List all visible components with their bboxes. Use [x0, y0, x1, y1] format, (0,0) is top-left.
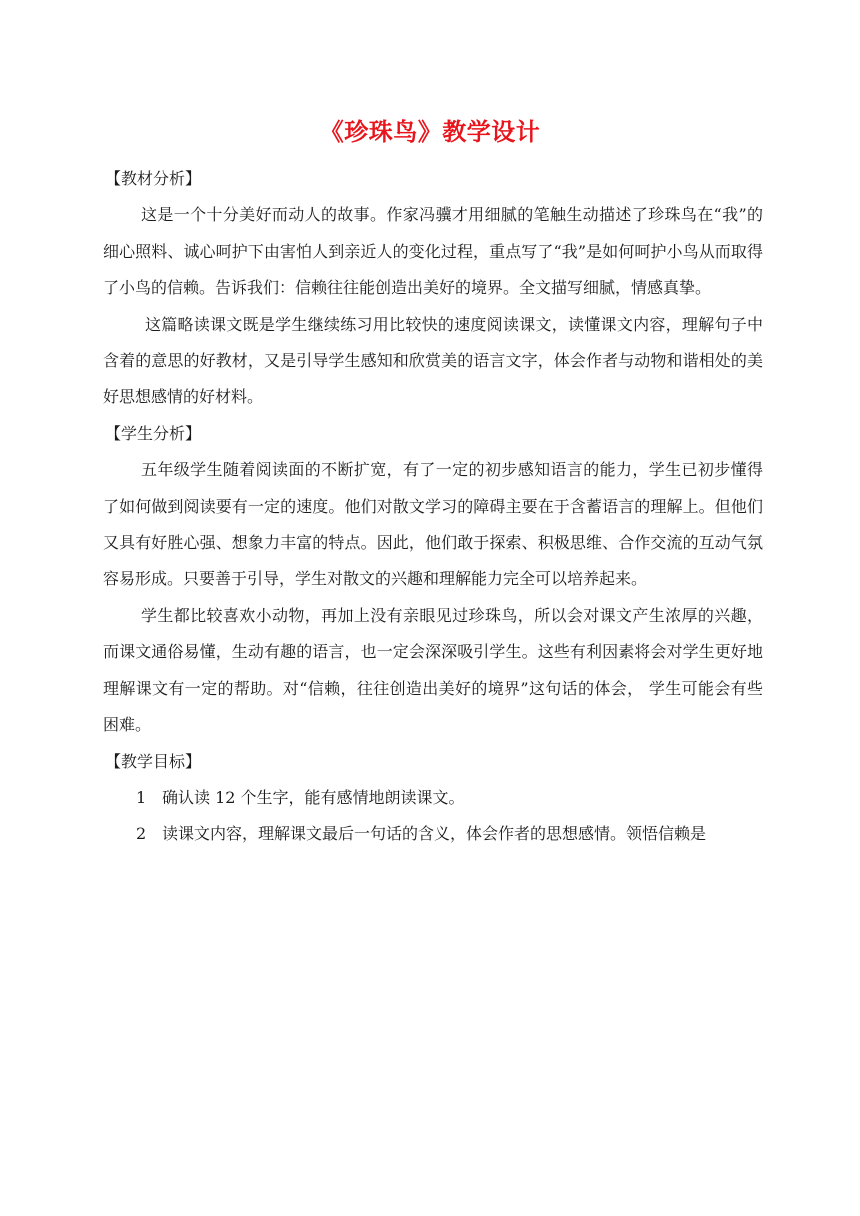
goal-item: [103, 816, 763, 852]
goal-item: [103, 780, 763, 816]
goal-number: 1: [136, 787, 147, 807]
section-heading-material: 【教材分析】: [105, 169, 202, 188]
goal-number: 2: [136, 824, 147, 844]
document-body: [103, 161, 763, 853]
section-heading-goals: 【教学目标】: [105, 751, 202, 771]
goal-text: 确认读 12 个生字，能有感情地朗读课文。: [162, 787, 465, 807]
material-paragraph-1: 这是一个十分美好而动人的故事。作家冯骥才用细腻的笔触生动描述了珍珠鸟在“我”的细心照料、诚心呵护下由害怕人到亲近人的变化过程，重点写了“我”是如何呵护小鸟从而取得了小鸟的信赖。告诉我们：信赖往往能创造出美好的境界。全文描写细腻，情感真挚。: [103, 205, 763, 298]
material-paragraph-2: 这篇略读课文既是学生继续练习用比较快的速度阅读课文，读懂课文内容，理解句子中含着的意思的好教材，又是引导学生感知和欣赏美的语言文字，体会作者与动物和谐相处的美好思想感情的好材料。: [103, 314, 763, 407]
section-heading-students: 【学生分析】: [105, 423, 202, 443]
students-paragraph-1: 五年级学生随着阅读面的不断扩宽，有了一定的初步感知语言的能力，学生已初步懂得了如何做到阅读要有一定的速度。他们对散文学习的障碍主要在于含蓄语言的理解上。但他们又具有好胜心强、想象力丰富的特点。因此，他们敢于探索、积极思维、合作交流的互动气氛容易形成。只要善于引导，学生对散文的兴趣和理解能力完全可以培养起来。: [103, 460, 763, 589]
document-title: 《珍珠鸟》教学设计: [319, 118, 541, 146]
students-paragraph-2: 学生都比较喜欢小动物，再加上没有亲眼见过珍珠鸟，所以会对课文产生浓厚的兴趣，而课文通俗易懂，生动有趣的语言，也一定会深深吸引学生。这些有利因素将会对学生更好地理解课文有一定的帮助。对“信赖，往往创造出美好的境界”这句话的体会， 学生可能会有些困难。: [103, 605, 763, 735]
goal-text: 读课文内容，理解课文最后一句话的含义，体会作者的思想感情。领悟信赖是: [162, 824, 707, 844]
